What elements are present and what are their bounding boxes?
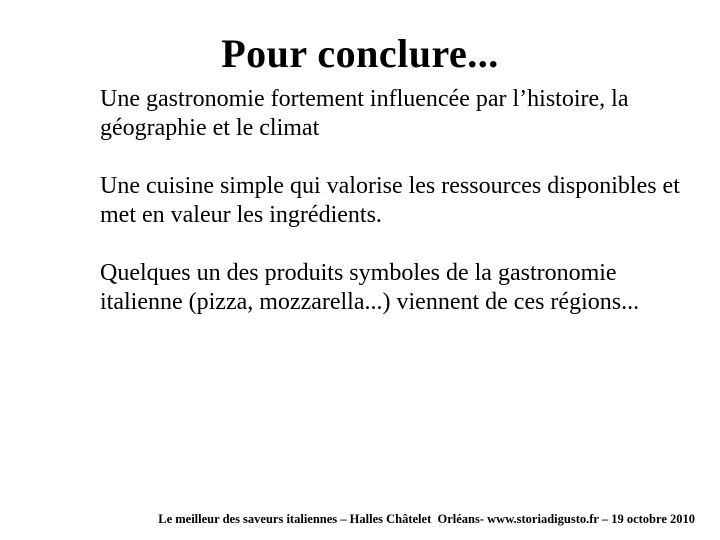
text-line: géographie et le climat (100, 115, 320, 141)
slide-body (100, 85, 700, 346)
text-line: italienne (pizza, mozzarella...) viennent de ces régions... (100, 289, 640, 315)
text-line: Une gastronomie fortement influencée par l’histoire, la (100, 86, 629, 112)
text-line: Une cuisine simple qui valorise les ressources disponibles et (100, 173, 680, 199)
paragraph-cuisine (100, 172, 700, 230)
slide-title: Pour conclure... (221, 31, 499, 76)
paragraph-produits (100, 259, 700, 317)
paragraph-gastronomie (100, 85, 700, 143)
slide-footer: Le meilleur des saveurs italiennes – Halles Châtelet Orléans- www.storiadigusto.fr – 19 octobre 2010 (158, 512, 695, 526)
text-line: met en valeur les ingrédients. (100, 202, 382, 228)
text-line: Quelques un des produits symboles de la gastronomie (100, 260, 617, 286)
